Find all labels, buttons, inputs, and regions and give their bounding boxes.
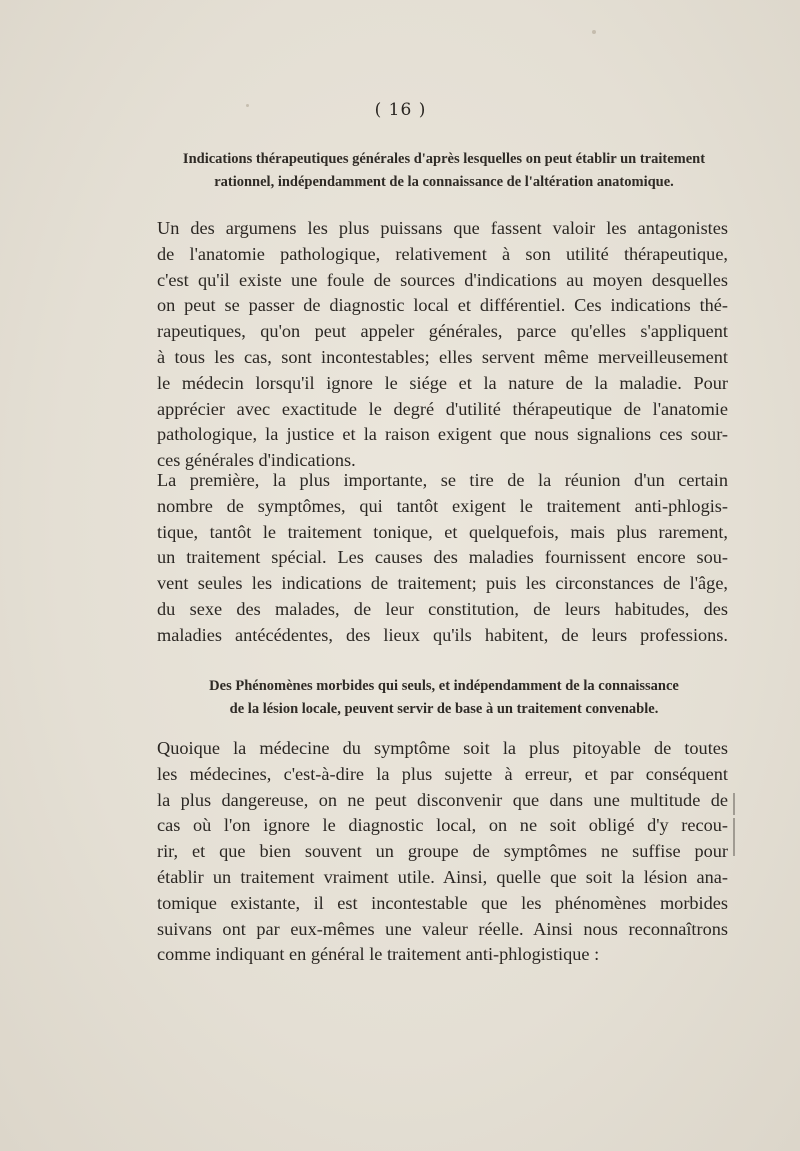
- text-line: La première, la plus importante, se tire de la réunion d'un certain: [157, 470, 728, 490]
- text-line: du sexe des malades, de leur constitution, de leurs habitudes, des: [157, 598, 728, 619]
- text-line: maladies antécédentes, des lieux qu'ils habitent, de leurs professions.: [157, 624, 728, 645]
- text-line: tique, tantôt le traitement tonique, et quelquefois, mais plus rarement,: [157, 521, 728, 542]
- text-line: établir un traitement vraiment utile. Ainsi, quelle que soit la lésion ana-: [157, 866, 728, 887]
- section-heading: [145, 148, 743, 194]
- paragraph: [157, 468, 728, 649]
- text-line: de l'anatomie pathologique, relativement à son utilité thérapeutique,: [157, 243, 728, 264]
- text-line: cas où l'on ignore le diagnostic local, on ne soit obligé d'y recou-: [157, 815, 728, 836]
- text-line: rir, et que bien souvent un groupe de symptômes ne suffise pour: [157, 841, 728, 862]
- text-line: rapeutiques, qu'on peut appeler générales, parce qu'elles s'appliquent: [157, 321, 728, 342]
- heading-line: Indications thérapeutiques générales d'après lesquelles on peut établir un traitement: [182, 151, 706, 167]
- text-line: le médecin lorsqu'il ignore le siége et la nature de la maladie. Pour: [157, 372, 728, 393]
- text-line: c'est qu'il existe une foule de sources d'indications au moyen desquelles: [157, 269, 728, 290]
- page-number: ( 16 ): [374, 100, 427, 120]
- heading-line: de la lésion locale, peuvent servir de base à un traitement convenable.: [229, 701, 659, 717]
- text-line: un traitement spécial. Les causes des maladies fournissent encore sou-: [157, 547, 728, 568]
- text-line: comme indiquant en général le traitement anti-phlogistique :: [157, 944, 600, 965]
- text-line: tomique existante, il est incontestable que les phénomènes morbides: [157, 892, 728, 913]
- heading-line: Des Phénomènes morbides qui seuls, et indépendamment de la connaissance: [209, 678, 679, 694]
- text-line: vent seules les indications de traitement; puis les circonstances de l'âge,: [157, 573, 728, 594]
- text-line: Un des argumens les plus puissans que fassent valoir les antagonistes: [157, 218, 728, 238]
- margin-mark: [733, 818, 735, 856]
- text-line: la plus dangereuse, on ne peut disconvenir que dans une multitude de: [157, 789, 728, 810]
- paragraph: [157, 736, 728, 968]
- paper-stain: [592, 30, 596, 34]
- text-line: suivans ont par eux-mêmes une valeur réelle. Ainsi nous reconnaîtrons: [157, 918, 728, 939]
- text-line: à tous les cas, sont incontestables; elles servent même merveilleusement: [157, 346, 728, 367]
- text-line: apprécier avec exactitude le degré d'utilité thérapeutique de l'anatomie: [157, 398, 728, 419]
- text-line: nombre de symptômes, qui tantôt exigent le traitement anti-phlogis-: [157, 495, 728, 516]
- text-line: les médecines, c'est-à-dire la plus sujette à erreur, et par conséquent: [157, 763, 728, 784]
- heading-line: rationnel, indépendamment de la connaissance de l'altération anatomique.: [214, 174, 674, 190]
- text-line: pathologique, la justice et la raison exigent que nous signalions ces sour-: [157, 424, 728, 445]
- paragraph: [157, 216, 728, 474]
- section-heading: [160, 675, 728, 721]
- text-line: ces générales d'indications.: [157, 450, 356, 471]
- margin-mark: [733, 793, 735, 815]
- text-line: on peut se passer de diagnostic local et différentiel. Ces indications thé-: [157, 295, 728, 316]
- text-line: Quoique la médecine du symptôme soit la plus pitoyable de toutes: [157, 738, 728, 758]
